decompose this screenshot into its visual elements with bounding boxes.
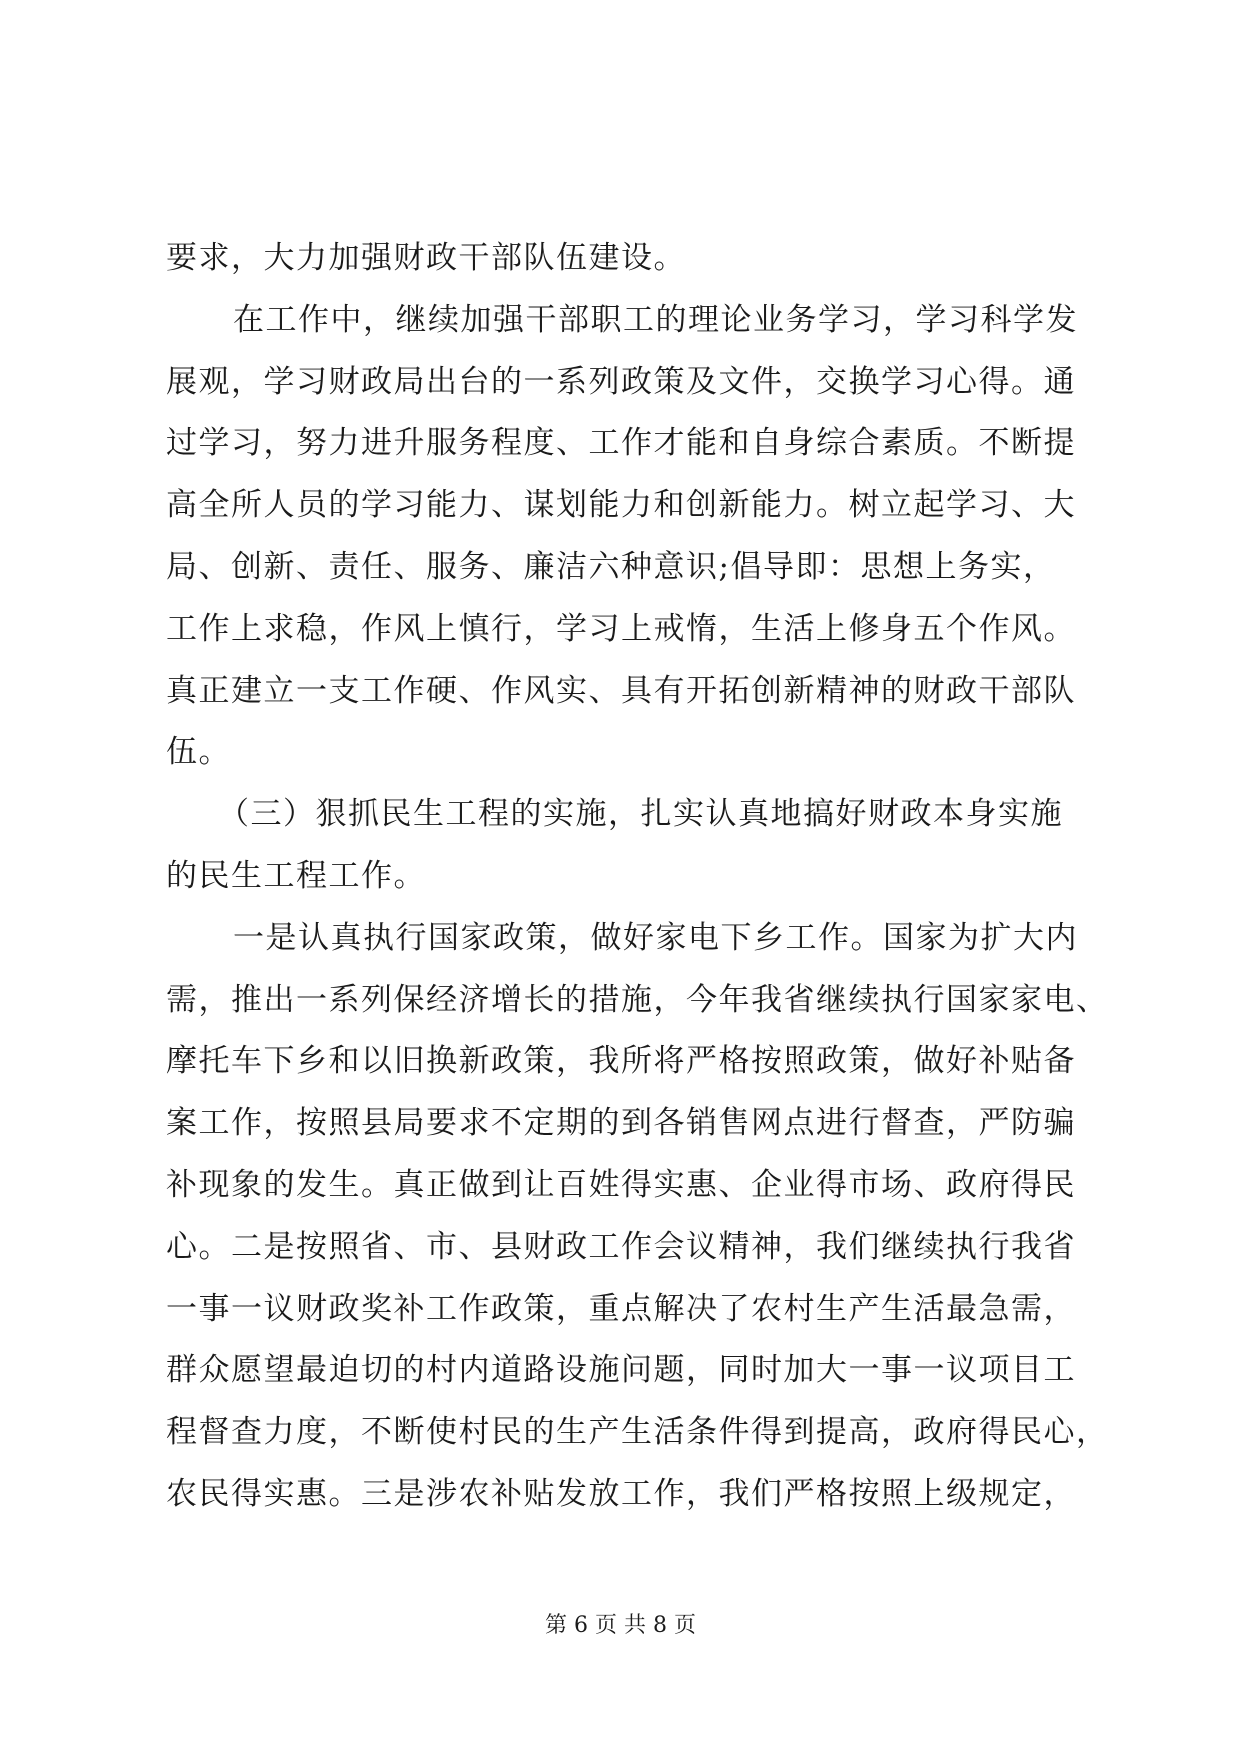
text-line: 伍。: [166, 734, 231, 771]
text-line: 需，推出一系列保经济增长的措施，今年我省继续执行国家家电、: [166, 981, 1109, 1018]
text-line: 程督查力度，不断使村民的生产生活条件得到提高，政府得民心，: [166, 1414, 1109, 1451]
text-line: 工作上求稳，作风上慎行，学习上戒惰，生活上修身五个作风。: [166, 610, 1076, 647]
text-line: 心。二是按照省、市、县财政工作会议精神，我们继续执行我省: [166, 1228, 1076, 1265]
text-line: 高全所人员的学习能力、谋划能力和创新能力。树立起学习、大: [166, 487, 1076, 524]
text-line: 群众愿望最迫切的村内道路设施问题，同时加大一事一议项目工: [166, 1352, 1076, 1389]
text-line: 过学习，努力进升服务程度、工作才能和自身综合素质。不断提: [166, 425, 1076, 462]
text-line: 摩托车下乡和以旧换新政策，我所将严格按照政策，做好补贴备: [166, 1043, 1076, 1080]
text-line: 案工作，按照县局要求不定期的到各销售网点进行督查，严防骗: [166, 1105, 1076, 1142]
section-heading-line: （三）狠抓民生工程的实施，扎实认真地搞好财政本身实施: [218, 796, 1063, 833]
text-line: 一是认真执行国家政策，做好家电下乡工作。国家为扩大内: [233, 919, 1078, 956]
text-line: 真正建立一支工作硬、作风实、具有开拓创新精神的财政干部队: [166, 672, 1076, 709]
text-line: 农民得实惠。三是涉农补贴发放工作，我们严格按照上级规定，: [166, 1475, 1076, 1512]
text-line: 展观，学习财政局出台的一系列政策及文件，交换学习心得。通: [166, 363, 1076, 400]
text-line: 局、创新、责任、服务、廉洁六种意识;倡导即：思想上务实，: [166, 548, 1056, 585]
text-line: 一事一议财政奖补工作政策，重点解决了农村生产生活最急需，: [166, 1290, 1076, 1327]
section-heading-line: 的民生工程工作。: [166, 857, 426, 894]
text-line: 在工作中，继续加强干部职工的理论业务学习，学习科学发: [233, 301, 1078, 338]
text-line: 要求，大力加强财政干部队伍建设。: [166, 240, 686, 276]
document-body: [166, 228, 1109, 1526]
text-line: 补现象的发生。真正做到让百姓得实惠、企业得市场、政府得民: [166, 1166, 1076, 1203]
page-footer: 第 6 页 共 8 页: [545, 1613, 696, 1638]
